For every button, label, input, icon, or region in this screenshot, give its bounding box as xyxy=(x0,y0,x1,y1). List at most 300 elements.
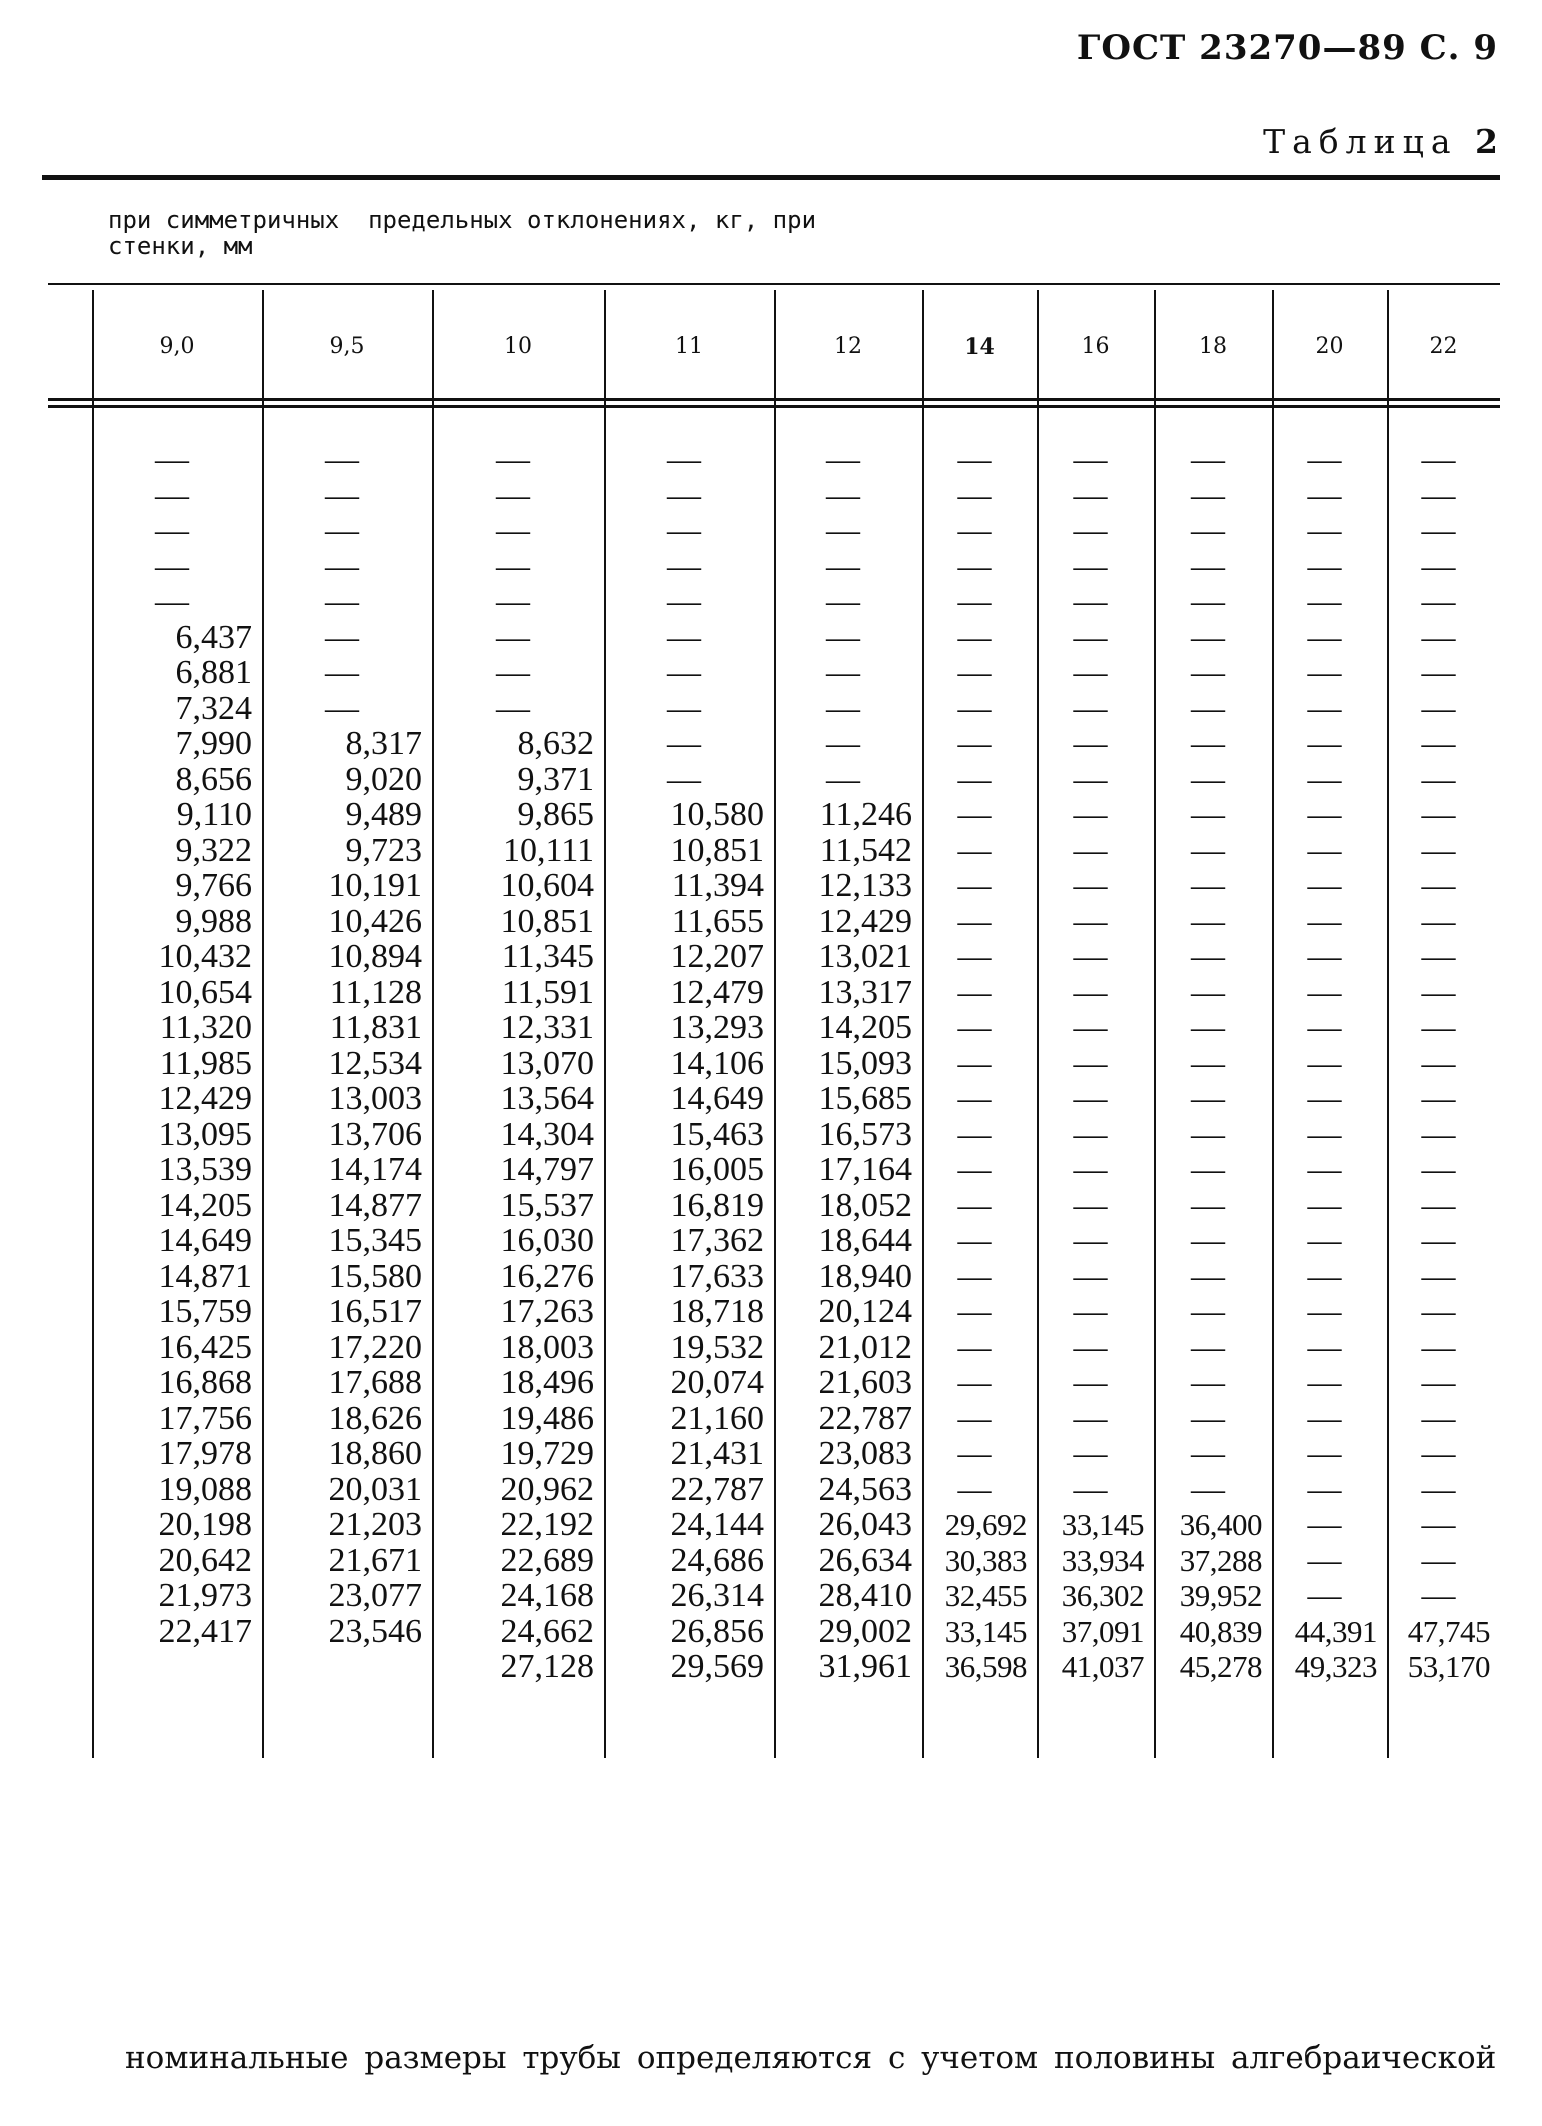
table-cell: 22,417 xyxy=(158,1612,252,1650)
table-cell: — xyxy=(1421,938,1456,975)
table-cell: 17,164 xyxy=(818,1151,912,1188)
column-header: 10 xyxy=(504,334,532,359)
table-cell: 17,220 xyxy=(328,1328,422,1366)
table-cell: — xyxy=(1073,796,1108,833)
table-cell: 36,302 xyxy=(1061,1578,1144,1613)
column-header: 14 xyxy=(964,334,995,360)
table-cell: — xyxy=(496,476,530,514)
table-cell: — xyxy=(1073,618,1108,656)
table-cell: — xyxy=(1191,938,1225,975)
table-cell: — xyxy=(826,689,860,727)
table-cell: — xyxy=(325,583,359,620)
table-cell: — xyxy=(957,689,992,727)
table-cell: — xyxy=(826,512,860,549)
table-cell: — xyxy=(1191,973,1225,1011)
table-cell: 10,851 xyxy=(670,831,764,869)
table-cell: — xyxy=(1421,867,1456,904)
table-cell: — xyxy=(1421,1257,1456,1295)
table-cell: — xyxy=(1191,796,1225,833)
table-cell: — xyxy=(155,441,189,478)
table-cell: 19,729 xyxy=(500,1435,594,1472)
table-cell: — xyxy=(1191,476,1225,514)
table-cell: 10,604 xyxy=(500,867,594,904)
table-cell: — xyxy=(325,654,359,691)
table-cell: — xyxy=(957,1328,992,1366)
table-cell: — xyxy=(1421,902,1456,940)
table-cell: 18,003 xyxy=(500,1328,594,1366)
table-cell: 9,371 xyxy=(517,760,594,798)
table-cell: — xyxy=(1191,441,1225,478)
table-cell: 21,973 xyxy=(158,1577,252,1614)
table-cell: — xyxy=(1307,1506,1342,1543)
table-cell: — xyxy=(1073,1328,1108,1366)
table-cell: — xyxy=(667,583,701,620)
table-cell: 9,489 xyxy=(345,796,422,833)
table-cell: 15,463 xyxy=(670,1115,764,1153)
table-cell: 32,455 xyxy=(944,1578,1027,1613)
table-cell: — xyxy=(1191,831,1225,869)
table-cell: — xyxy=(496,654,530,691)
table-column xyxy=(432,290,604,1758)
column-values xyxy=(774,442,912,1685)
table-cell: 17,362 xyxy=(670,1222,764,1259)
table-cell: 26,043 xyxy=(818,1506,912,1543)
table-cell: — xyxy=(957,476,992,514)
table-cell: — xyxy=(1073,1151,1108,1188)
table-cell: — xyxy=(1421,760,1456,798)
table-cell: 8,317 xyxy=(345,725,422,762)
table-cell: — xyxy=(957,938,992,975)
table-cell: 6,437 xyxy=(175,618,252,656)
table-cell: 20,642 xyxy=(158,1541,252,1579)
table-cell: 9,322 xyxy=(175,831,252,869)
table-cell: 11,591 xyxy=(501,973,594,1011)
table-cell: — xyxy=(1307,1293,1342,1330)
table-cell: — xyxy=(1307,1080,1342,1117)
table-cell: — xyxy=(957,583,992,620)
table-cell: 10,111 xyxy=(503,831,594,869)
table-cell: — xyxy=(957,1115,992,1153)
table-cell: 10,580 xyxy=(670,796,764,833)
table-cell: 24,686 xyxy=(670,1541,764,1579)
table-cell: 15,093 xyxy=(818,1044,912,1082)
table-cell: — xyxy=(826,618,860,656)
table-cell: 12,207 xyxy=(670,938,764,975)
table-cell: 41,037 xyxy=(1061,1649,1144,1684)
table-cell: 19,532 xyxy=(670,1328,764,1366)
table-cell: 22,787 xyxy=(670,1470,764,1508)
table-cell: — xyxy=(1073,867,1108,904)
table-cell: — xyxy=(957,1257,992,1295)
column-values xyxy=(1387,442,1490,1685)
table-cell: — xyxy=(1191,1328,1225,1366)
table-cell: — xyxy=(957,760,992,798)
table-cell: — xyxy=(1191,654,1225,691)
table-cell: 14,174 xyxy=(328,1151,422,1188)
table-cell: — xyxy=(1073,1257,1108,1295)
table-cell: — xyxy=(1073,1470,1108,1508)
table-cell: 22,689 xyxy=(500,1541,594,1579)
table-cell: — xyxy=(1421,512,1456,549)
table-cell: 9,865 xyxy=(517,796,594,833)
table-cell: — xyxy=(1073,973,1108,1011)
table-cell: 10,654 xyxy=(158,973,252,1011)
table-cell: 13,706 xyxy=(328,1115,422,1153)
table-number: 2 xyxy=(1475,122,1498,161)
table-cell: — xyxy=(496,441,530,478)
table-cell: — xyxy=(957,1009,992,1046)
table-cell: — xyxy=(1073,1293,1108,1330)
table-cell: 17,263 xyxy=(500,1293,594,1330)
table-cell: — xyxy=(1073,938,1108,975)
table-cell: — xyxy=(496,512,530,549)
table-caption xyxy=(108,207,816,259)
table-cell: — xyxy=(1307,867,1342,904)
table-cell: — xyxy=(1307,1115,1342,1153)
table-cell: 11,831 xyxy=(329,1009,422,1046)
table-cell: — xyxy=(1307,1470,1342,1508)
table-cell: 12,429 xyxy=(158,1080,252,1117)
column-values xyxy=(922,442,1027,1685)
table-cell: 17,633 xyxy=(670,1257,764,1295)
table-cell: — xyxy=(1307,689,1342,727)
table-cell: — xyxy=(1073,1435,1108,1472)
table-cell: 24,563 xyxy=(818,1470,912,1508)
column-header: 9,5 xyxy=(329,334,365,359)
table-cell: — xyxy=(826,476,860,514)
table-column xyxy=(92,290,262,1758)
table-cell: — xyxy=(957,902,992,940)
table-cell: 18,940 xyxy=(818,1257,912,1295)
table-cell: — xyxy=(1073,1044,1108,1082)
table-cell: — xyxy=(1073,441,1108,478)
table-cell: — xyxy=(1421,725,1456,762)
table-cell: 33,145 xyxy=(1061,1507,1144,1542)
table-cell: — xyxy=(1307,1009,1342,1046)
table-cell: 29,569 xyxy=(670,1648,764,1685)
table-cell: — xyxy=(957,547,992,585)
table-cell: 8,656 xyxy=(175,760,252,798)
table-cell: — xyxy=(1307,973,1342,1011)
table-cell: 37,091 xyxy=(1061,1613,1144,1649)
table-cell: 11,246 xyxy=(819,796,912,833)
table-cell: 21,603 xyxy=(818,1364,912,1401)
table-cell: — xyxy=(826,583,860,620)
table-cell: — xyxy=(1307,1186,1342,1224)
table-cell: 13,021 xyxy=(818,938,912,975)
table-column xyxy=(604,290,774,1758)
table-cell: — xyxy=(1073,1186,1108,1224)
table-cell: 16,030 xyxy=(500,1222,594,1259)
column-header: 11 xyxy=(675,334,703,359)
table-cell: — xyxy=(957,1080,992,1117)
table-cell: — xyxy=(1421,1080,1456,1117)
table-cell: — xyxy=(325,547,359,585)
table-cell: 11,345 xyxy=(501,938,594,975)
table-column xyxy=(922,290,1037,1758)
table-cell: — xyxy=(1073,1009,1108,1046)
table-cell: — xyxy=(1073,583,1108,620)
table-cell: 39,952 xyxy=(1179,1578,1262,1613)
table-cell: — xyxy=(1421,1470,1456,1508)
table-cell: 10,432 xyxy=(158,938,252,975)
table-column xyxy=(1272,290,1387,1758)
table-cell: — xyxy=(957,1399,992,1437)
table-cell: — xyxy=(1191,1364,1225,1401)
table-cell: 13,317 xyxy=(818,973,912,1011)
table-cell: — xyxy=(957,1364,992,1401)
table-cell: — xyxy=(1191,1151,1225,1188)
table-cell: — xyxy=(1191,583,1225,620)
table-cell: — xyxy=(496,618,530,656)
table-cell: — xyxy=(1421,1293,1456,1330)
table-cell: — xyxy=(826,547,860,585)
table-cell: — xyxy=(1073,547,1108,585)
table-cell: 37,288 xyxy=(1179,1542,1262,1578)
table-cell: — xyxy=(1421,1435,1456,1472)
table-cell: — xyxy=(667,476,701,514)
table-cell: 9,988 xyxy=(175,902,252,940)
table-cell: 17,978 xyxy=(158,1435,252,1472)
table-cell: — xyxy=(1421,796,1456,833)
table-cell: 18,626 xyxy=(328,1399,422,1437)
table-cell: — xyxy=(1421,1506,1456,1543)
table-cell: 15,345 xyxy=(328,1222,422,1259)
column-header: 16 xyxy=(1081,334,1110,359)
table-cell: — xyxy=(667,654,701,691)
table-cell: 36,598 xyxy=(944,1649,1027,1684)
table-cell: — xyxy=(1307,938,1342,975)
table-cell: — xyxy=(826,725,860,762)
table-column xyxy=(1154,290,1272,1758)
caption-line-1: при симметричных предельных отклонениях, кг, при xyxy=(108,206,817,234)
table-cell: — xyxy=(1191,1435,1225,1472)
table-cell: 18,718 xyxy=(670,1293,764,1330)
table-cell: — xyxy=(1421,654,1456,691)
table-cell: — xyxy=(1421,1151,1456,1188)
table-cell: — xyxy=(826,760,860,798)
table-cell: — xyxy=(1421,1577,1456,1614)
table-cell: — xyxy=(325,512,359,549)
table-cell: — xyxy=(1307,760,1342,798)
table-cell: 14,797 xyxy=(500,1151,594,1188)
table-cell: — xyxy=(1191,689,1225,727)
table-cell: — xyxy=(957,1222,992,1259)
table-cell: 13,293 xyxy=(670,1009,764,1046)
table-cell: — xyxy=(155,476,189,514)
table-cell: 33,934 xyxy=(1061,1542,1144,1578)
table-cell: — xyxy=(1073,476,1108,514)
table-column xyxy=(1387,290,1500,1758)
column-header: 22 xyxy=(1429,334,1458,359)
table-cell: 20,962 xyxy=(500,1470,594,1508)
table-cell: 13,070 xyxy=(500,1044,594,1082)
table-cell: — xyxy=(667,760,701,798)
column-values xyxy=(1037,442,1144,1685)
table-cell: 17,688 xyxy=(328,1364,422,1401)
table-cell: — xyxy=(1307,618,1342,656)
table-cell: — xyxy=(1191,1080,1225,1117)
page-header: ГОСТ 23270—89 С. 9 xyxy=(1076,28,1498,68)
table-cell: — xyxy=(1421,689,1456,727)
table-cell: 17,756 xyxy=(158,1399,252,1437)
table-cell: — xyxy=(1073,1399,1108,1437)
table-cell: — xyxy=(957,867,992,904)
table-cell: — xyxy=(957,831,992,869)
table-cell: — xyxy=(496,583,530,620)
table-cell: 20,031 xyxy=(328,1470,422,1508)
table-cell: — xyxy=(1191,547,1225,585)
table-cell: — xyxy=(1307,583,1342,620)
column-values xyxy=(1272,442,1377,1685)
table-cell: 11,320 xyxy=(159,1009,252,1046)
table-cell: 12,534 xyxy=(328,1044,422,1082)
table-cell: 7,990 xyxy=(175,725,252,762)
table-cell: — xyxy=(957,512,992,549)
column-header: 9,0 xyxy=(159,334,195,359)
table-cell: 12,479 xyxy=(670,973,764,1011)
table-cell: — xyxy=(1307,1399,1342,1437)
table-cell: 12,133 xyxy=(818,867,912,904)
mass-table xyxy=(92,290,1500,1758)
table-cell: — xyxy=(1307,1151,1342,1188)
table-cell: — xyxy=(1191,618,1225,656)
table-cell: 15,580 xyxy=(328,1257,422,1295)
table-cell: 18,496 xyxy=(500,1364,594,1401)
table-cell: 30,383 xyxy=(944,1542,1027,1578)
table-cell: 26,856 xyxy=(670,1612,764,1650)
column-values xyxy=(262,442,422,1685)
table-cell: — xyxy=(1421,1009,1456,1046)
table-cell: 29,692 xyxy=(944,1507,1027,1542)
table-cell: 29,002 xyxy=(818,1612,912,1650)
table-cell: 16,573 xyxy=(818,1115,912,1153)
table-cell: 12,331 xyxy=(500,1009,594,1046)
table-cell: 14,205 xyxy=(818,1009,912,1046)
table-cell: — xyxy=(1073,902,1108,940)
table-cell: — xyxy=(957,441,992,478)
table-cell: — xyxy=(1421,583,1456,620)
table-cell: — xyxy=(1073,760,1108,798)
table-cell: — xyxy=(1307,1364,1342,1401)
table-cell: 11,394 xyxy=(671,867,764,904)
table-cell: — xyxy=(1421,1399,1456,1437)
table-cell: — xyxy=(957,1435,992,1472)
table-cell: — xyxy=(1191,760,1225,798)
table-cell: — xyxy=(667,725,701,762)
table-cell: — xyxy=(496,689,530,727)
table-cell: — xyxy=(1307,1328,1342,1366)
table-cell: — xyxy=(1307,1577,1342,1614)
table-cell: — xyxy=(1073,512,1108,549)
table-cell: — xyxy=(957,1151,992,1188)
table-cell: 31,961 xyxy=(818,1648,912,1685)
table-cell xyxy=(92,1649,252,1685)
table-cell: 16,005 xyxy=(670,1151,764,1188)
table-cell: 44,391 xyxy=(1294,1613,1377,1649)
table-cell: — xyxy=(667,689,701,727)
table-cell: 15,759 xyxy=(158,1293,252,1330)
table-cell: 18,644 xyxy=(818,1222,912,1259)
table-cell: 20,074 xyxy=(670,1364,764,1401)
table-cell: — xyxy=(957,973,992,1011)
table-cell: 7,324 xyxy=(175,689,252,727)
table-cell: 18,052 xyxy=(818,1186,912,1224)
table-cell: — xyxy=(325,476,359,514)
table-cell: — xyxy=(1421,831,1456,869)
table-cell: — xyxy=(1421,618,1456,656)
table-cell: — xyxy=(957,1470,992,1508)
table-cell: — xyxy=(1307,512,1342,549)
table-cell: — xyxy=(1073,831,1108,869)
table-cell: — xyxy=(667,512,701,549)
table-cell: — xyxy=(1421,441,1456,478)
table-cell: 24,144 xyxy=(670,1506,764,1543)
table-cell: — xyxy=(1191,1257,1225,1295)
column-values xyxy=(1154,442,1262,1685)
table-cell: — xyxy=(1073,1115,1108,1153)
table-cell: — xyxy=(1073,689,1108,727)
table-cell: — xyxy=(155,512,189,549)
footer-text: номинальные размеры трубы определяются с учетом половины алгебраической xyxy=(125,2040,1497,2076)
table-cell: 16,868 xyxy=(158,1364,252,1401)
column-values xyxy=(92,442,252,1685)
table-cell: — xyxy=(1191,1009,1225,1046)
table-cell: 15,685 xyxy=(818,1080,912,1117)
table-cell: 18,860 xyxy=(328,1435,422,1472)
table-cell: 16,819 xyxy=(670,1186,764,1224)
table-cell xyxy=(262,1649,422,1685)
table-cell: — xyxy=(155,583,189,620)
table-label-word: Таблица xyxy=(1263,122,1458,161)
table-cell: — xyxy=(1191,725,1225,762)
table-cell: — xyxy=(957,618,992,656)
table-cell: 19,486 xyxy=(500,1399,594,1437)
table-cell: 40,839 xyxy=(1179,1613,1262,1649)
table-cell: 21,012 xyxy=(818,1328,912,1366)
table-cell: — xyxy=(1307,547,1342,585)
top-rule xyxy=(42,175,1500,180)
table-cell: — xyxy=(1191,1044,1225,1082)
table-cell: 11,128 xyxy=(329,973,422,1011)
table-cell: 49,323 xyxy=(1294,1649,1377,1684)
table-cell: 16,276 xyxy=(500,1257,594,1295)
table-cell: — xyxy=(1307,1222,1342,1259)
table-cell: — xyxy=(1307,476,1342,514)
table-cell: 9,723 xyxy=(345,831,422,869)
table-cell: — xyxy=(1421,1222,1456,1259)
column-values xyxy=(604,442,764,1685)
table-cell: 14,205 xyxy=(158,1186,252,1224)
table-cell: 10,191 xyxy=(328,867,422,904)
table-column xyxy=(1037,290,1154,1758)
table-cell: — xyxy=(957,1186,992,1224)
table-cell: — xyxy=(1191,512,1225,549)
table-cell: 16,517 xyxy=(328,1293,422,1330)
table-cell: 9,766 xyxy=(175,867,252,904)
table-cell: 22,787 xyxy=(818,1399,912,1437)
table-cell: — xyxy=(1191,1470,1225,1508)
table-cell: 45,278 xyxy=(1179,1649,1262,1684)
table-cell: 24,662 xyxy=(500,1612,594,1650)
table-cell: — xyxy=(1073,1080,1108,1117)
table-cell: 11,655 xyxy=(671,902,764,940)
table-cell: 47,745 xyxy=(1407,1613,1490,1649)
table-label xyxy=(1263,122,1498,161)
table-cell: — xyxy=(1073,1222,1108,1259)
table-cell: — xyxy=(1307,654,1342,691)
column-header: 12 xyxy=(834,334,862,359)
